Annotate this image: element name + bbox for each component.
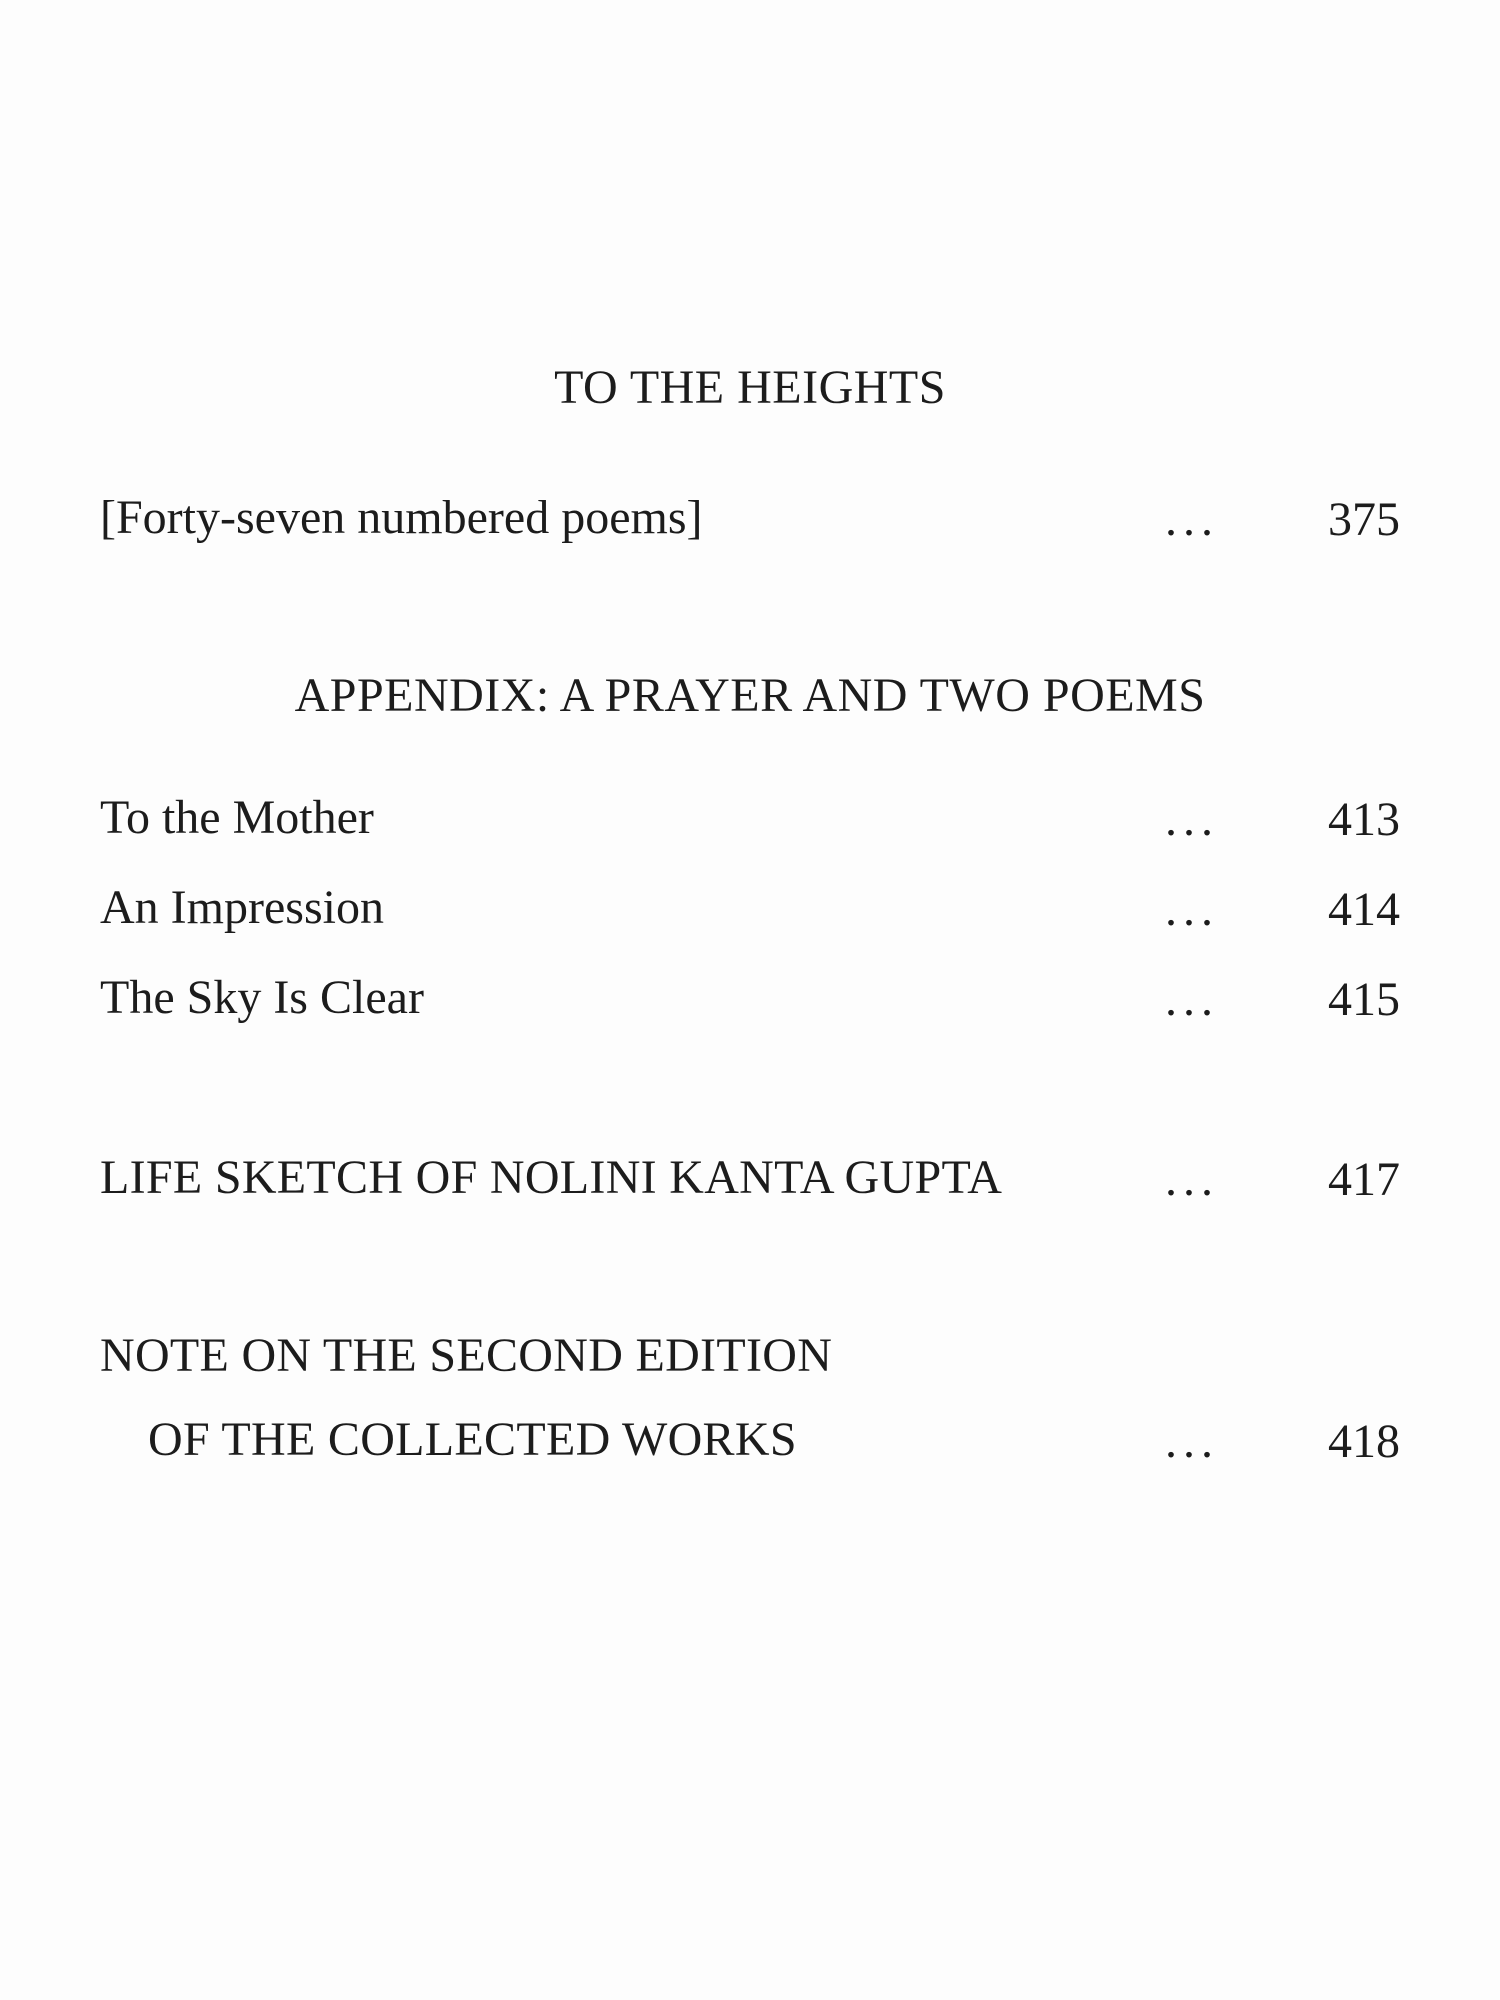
- entry-leader: ...: [1165, 493, 1219, 546]
- entry-leader: ...: [1165, 793, 1219, 846]
- section-heading-appendix: APPENDIX: A PRAYER AND TWO POEMS: [294, 669, 1206, 722]
- section-heading-to-the-heights: TO THE HEIGHTS: [554, 361, 946, 414]
- entry-page-number: 415: [1328, 973, 1400, 1026]
- entry-leader: ...: [1165, 973, 1219, 1026]
- toc-entry-note-line1: [100, 1328, 1400, 1388]
- toc-entry: [100, 790, 1400, 850]
- entry-page-number: 375: [1328, 493, 1400, 546]
- entry-title: NOTE ON THE SECOND EDITION: [100, 1329, 833, 1382]
- entry-page-number: 417: [1328, 1153, 1400, 1206]
- toc-entry: [100, 880, 1400, 940]
- entry-leader: ...: [1165, 1153, 1219, 1206]
- entry-page-number: 414: [1328, 883, 1400, 936]
- toc-entry-note-line2: [100, 1412, 1400, 1472]
- entry-page-number: 418: [1328, 1415, 1400, 1468]
- toc-entry: [100, 490, 1400, 550]
- entry-leader: ...: [1165, 1415, 1219, 1468]
- entry-title: The Sky Is Clear: [100, 971, 424, 1024]
- entry-page-number: 413: [1328, 793, 1400, 846]
- entry-leader: ...: [1165, 883, 1219, 936]
- entry-title: LIFE SKETCH OF NOLINI KANTA GUPTA: [100, 1151, 1003, 1204]
- entry-title: [Forty-seven numbered poems]: [100, 491, 703, 544]
- toc-entry-life-sketch: [100, 1150, 1400, 1210]
- entry-title: To the Mother: [100, 791, 374, 844]
- toc-entry: [100, 970, 1400, 1030]
- entry-title-continuation: OF THE COLLECTED WORKS: [148, 1413, 797, 1466]
- entry-title: An Impression: [100, 881, 384, 934]
